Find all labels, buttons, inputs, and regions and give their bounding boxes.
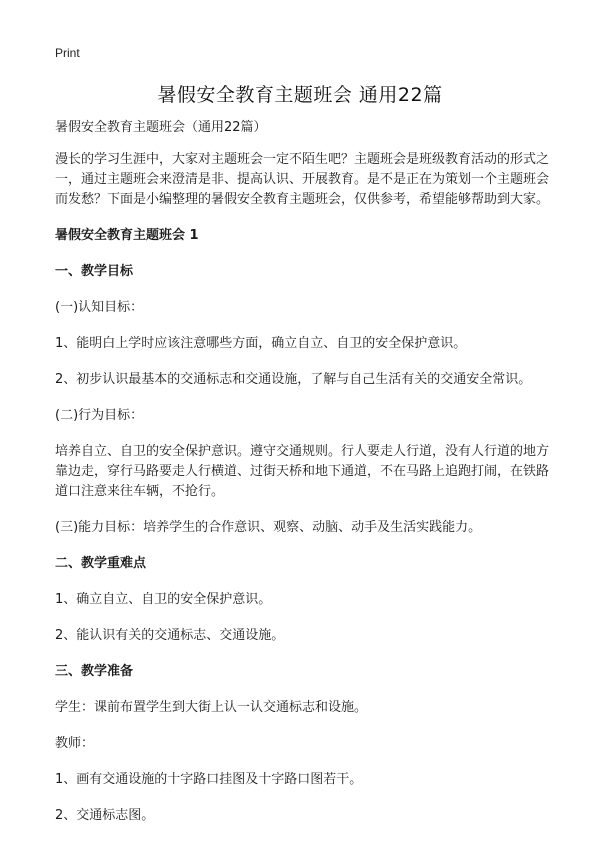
paragraph: 学生：课前布置学生到大街上认一认交通标志和设施。 [55, 700, 368, 715]
intro-paragraph: 漫长的学习生涯中，大家对主题班会一定不陌生吧？主题班会是班级教育活动的形式之一，通过主题班会来澄清是非、提高认识、开展教育。是不是正在为策划一个主题班会而发愁？下面是小编整理的暑假安全教育主题班会，仅供参考，希望能够帮助到大家。 [55, 152, 550, 207]
paragraph: (一)认知目标： [55, 300, 144, 315]
section-title: 暑假安全教育主题班会 1 [55, 228, 199, 243]
paragraph: 2、初步认识最基本的交通标志和交通设施，了解与自己生活有关的交通安全常识。 [55, 372, 532, 387]
paragraph: (三)能力目标：培养学生的合作意识、观察、动脑、动手及生活实践能力。 [55, 520, 482, 535]
paragraph: 2、交通标志图。 [55, 808, 155, 823]
paragraph: 1、画有交通设施的十字路口挂图及十字路口图若干。 [55, 772, 363, 787]
paragraph: (二)行为目标： [55, 408, 144, 423]
section-heading: 二、教学重难点 [55, 556, 147, 571]
page-title: 暑假安全教育主题班会 通用22篇 [157, 84, 443, 106]
document-body [55, 118, 555, 842]
paragraph: 培养自立、自卫的安全保护意识。遵守交通规则。行人要走人行道，没有人行道的地方靠边走，穿行马路要走人行横道、过街天桥和地下通道，不在马路上追跑打闹，在铁路道口注意来往车辆，不抢行。 [55, 444, 550, 499]
print-link[interactable]: Print [55, 46, 80, 60]
paragraph: 1、确立自立、自卫的安全保护意识。 [55, 592, 272, 607]
section-heading: 三、教学准备 [55, 664, 134, 679]
paragraph: 1、能明白上学时应该注意哪些方面，确立自立、自卫的安全保护意识。 [55, 336, 467, 351]
document-subtitle: 暑假安全教育主题班会（通用22篇） [55, 120, 267, 135]
section-content [55, 262, 555, 826]
paragraph: 2、能认识有关的交通标志、交通设施。 [55, 628, 285, 643]
section-heading: 一、教学目标 [55, 264, 134, 279]
paragraph: 教师： [55, 736, 95, 751]
